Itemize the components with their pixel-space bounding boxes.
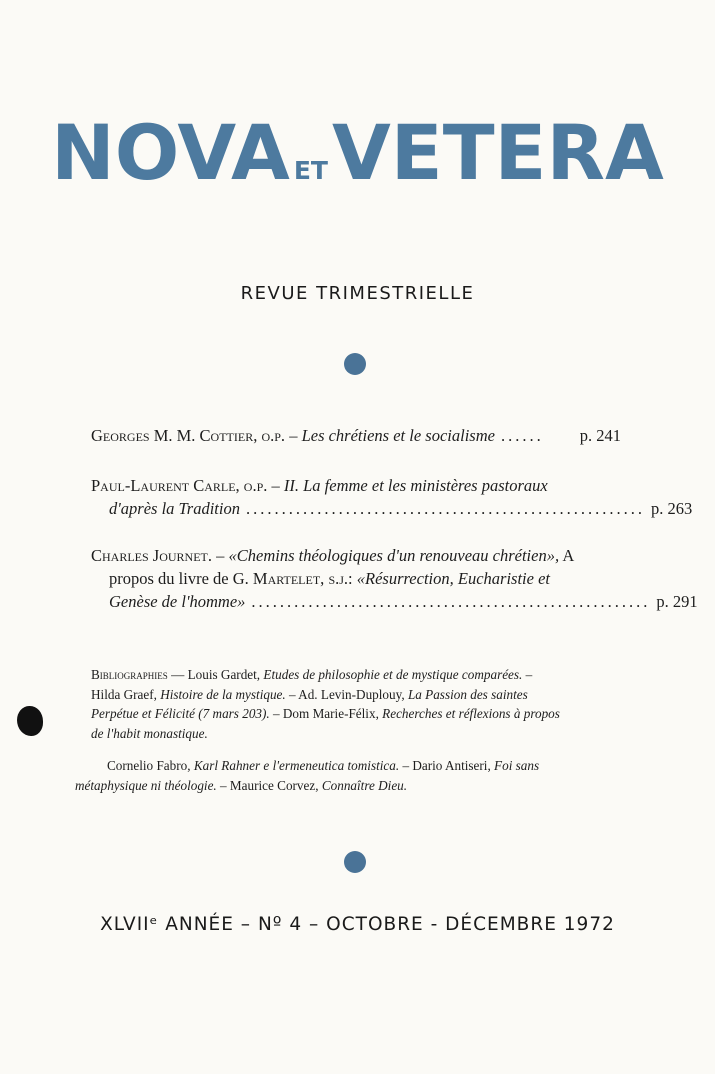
toc-leader-dots: ........................................................: [245, 499, 645, 518]
bib-author: – Ad. Levin-Duplouy,: [289, 686, 405, 702]
bib-author: Louis Gardet,: [187, 667, 261, 682]
bib-author: – Dom Marie-Félix,: [273, 706, 379, 721]
bibliography-dash: —: [171, 667, 185, 682]
decorative-dot-bottom: [344, 851, 366, 873]
toc-page: p. 263: [650, 499, 693, 518]
toc-text-part-2: A: [562, 546, 575, 565]
bib-title: Karl Rahner e l'ermeneutica tomistica.: [193, 758, 400, 773]
bib-title: Perpétue et Félicité (7 mars 203).: [91, 706, 270, 721]
toc-author: Georges M. M. Cottier,: [91, 426, 258, 445]
bib-title: Recherches et réflexions à propos: [382, 706, 560, 721]
toc-order: o.p.: [243, 476, 268, 495]
toc-line2-order: s.j.:: [328, 569, 353, 588]
issue-footer: XLVIIᵉ ANNÉE – Nº 4 – OCTOBRE - DÉCEMBRE 1972: [100, 914, 615, 935]
toc-dash: –: [289, 426, 298, 445]
toc-author: Charles Journet.: [91, 546, 213, 565]
toc-page: p. 291: [656, 592, 698, 611]
masthead-word-vetera: VETERA: [331, 108, 664, 197]
masthead-word-nova: NOVA: [51, 108, 290, 197]
toc-title-part-1: «Chemins théologiques d'un renouveau chrétien»,: [228, 546, 560, 565]
bib-author: – Maurice Corvez,: [220, 777, 319, 793]
bib-author: Cornelio Fabro,: [107, 758, 191, 773]
bib-title: Foi sans: [494, 758, 540, 773]
bibliography-paragraph-2: [75, 756, 621, 795]
toc-title: Les chrétiens et le socialisme: [301, 426, 495, 445]
toc-line2-text: propos du livre de G.: [109, 569, 249, 588]
bib-title: Connaître Dieu.: [321, 777, 408, 793]
bibliography-paragraph-1: [91, 665, 621, 743]
bib-title: Histoire de la mystique.: [160, 686, 286, 702]
bib-sep: –: [525, 667, 533, 682]
toc-page: p. 241: [579, 426, 621, 445]
bib-title: métaphysique ni théologie.: [75, 777, 217, 793]
toc-leader-dots: ......: [500, 426, 544, 445]
toc-title-line-2: d'après la Tradition: [109, 499, 240, 518]
toc-line3-title: Genèse de l'homme»: [109, 592, 246, 611]
journal-subtitle: REVUE TRIMESTRIELLE: [240, 283, 475, 304]
decorative-dot-top: [344, 353, 366, 375]
toc-title-line-1: II. La femme et les ministères pastoraux: [283, 476, 548, 495]
toc-entry-1: [91, 424, 621, 447]
toc-entry-3: [91, 544, 698, 613]
bib-author: Hilda Graef,: [91, 686, 157, 702]
toc-dash: –: [271, 476, 280, 495]
ink-smudge: [17, 706, 43, 736]
masthead: [0, 108, 715, 197]
masthead-conj-et: ET: [293, 156, 328, 185]
bibliography-heading: Bibliographies: [91, 667, 168, 682]
toc-leader-dots: ........................................................: [251, 592, 651, 611]
toc-line2-title: «Résurrection, Eucharistie et: [356, 569, 550, 588]
toc-author: Paul-Laurent Carle,: [91, 476, 240, 495]
toc-line2-name: Martelet,: [252, 569, 325, 588]
toc-entry-2: [91, 474, 693, 520]
bib-author: – Dario Antiseri,: [402, 758, 491, 773]
bib-title: Etudes de philosophie et de mystique comparées.: [263, 667, 523, 682]
toc-dash: –: [216, 546, 225, 565]
bib-title: La Passion des saintes: [407, 686, 528, 702]
toc-order: o.p.: [261, 426, 286, 445]
bib-title: de l'habit monastique.: [91, 725, 208, 741]
